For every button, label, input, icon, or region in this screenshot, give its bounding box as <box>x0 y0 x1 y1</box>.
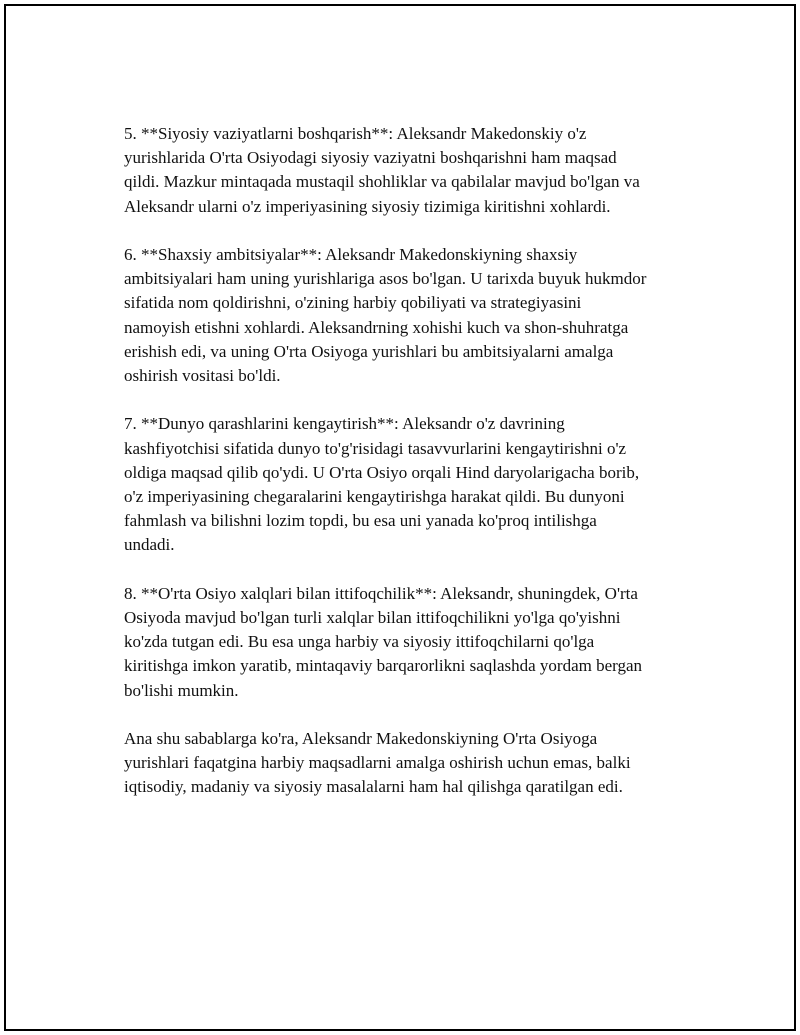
paragraph-7-worldview-expansion: 7. **Dunyo qarashlarini kengaytirish**: Aleksandr o'z davrining kashfiyotchisi sifatida dunyo to'g'risidagi tasavvurlarini kengaytirishni o'z oldiga maqsad qilib qo'ydi. U O'rta Osiyo orqali Hind daryolarigacha borib, o'z imperiyasining chegaralarini kengaytirishga harakat qildi. Bu dunyoni fahmlash va bilishni lozim topdi, bu esa uni yanada ko'proq intilishga undadi. <box>124 414 640 555</box>
paragraph-6-personal-ambitions: 6. **Shaxsiy ambitsiyalar**: Aleksandr Makedonskiyning shaxsiy ambitsiyalari ham uning yurishlariga asos bo'lgan. U tarixda buyuk hukmdor sifatida nom qoldirishni, o'zining harbiy qobiliyati va strategiyasini namoyish etishni xohlardi. Aleksandrning xohishi kuch va shon-shuhratga erishish edi, va uning O'rta Osiyoga yurishlari bu ambitsiyalarni amalga oshirish vositasi bo'ldi. <box>124 245 647 386</box>
page-border <box>4 4 796 1031</box>
conclusion-paragraph: Ana shu sabablarga ko'ra, Aleksandr Makedonskiyning O'rta Osiyoga yurishlari faqatgina harbiy maqsadlarni amalga oshirish uchun emas, balki iqtisodiy, madaniy va siyosiy masalalarni ham hal qilishga qaratilgan edi. <box>124 729 631 797</box>
document-body <box>124 122 704 824</box>
paragraph-5-political-situations: 5. **Siyosiy vaziyatlarni boshqarish**: Aleksandr Makedonskiy o'z yurishlarida O'rta Osiyodagi siyosiy vaziyatni boshqarishni ham maqsad qildi. Mazkur mintaqada mustaqil shohliklar va qabilalar mavjud bo'lgan va Aleksandr ularni o'z imperiyasining siyosiy tizimiga kiritishni xohlardi. <box>124 124 640 216</box>
paragraph-8-alliances: 8. **O'rta Osiyo xalqlari bilan ittifoqchilik**: Aleksandr, shuningdek, O'rta Osiyoda mavjud bo'lgan turli xalqlar bilan ittifoqchilikni yo'lga qo'yishni ko'zda tutgan edi. Bu esa unga harbiy va siyosiy ittifoqchilarni qo'lga kiritishga imkon yaratib, mintaqaviy barqarorlikni saqlashda yordam bergan bo'lishi mumkin. <box>124 583 643 700</box>
